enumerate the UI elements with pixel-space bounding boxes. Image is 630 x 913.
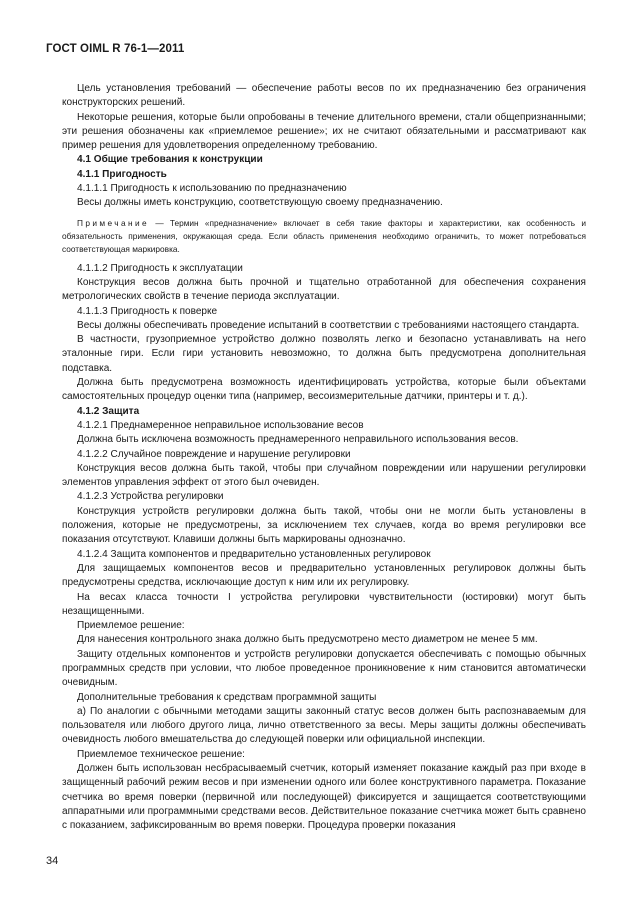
- clause-heading: 4.1.1.1 Пригодность к использованию по предназначению: [77, 183, 347, 195]
- page-number: 34: [46, 855, 59, 867]
- paragraph: На весах класса точности I устройства регулировки чувствительности (юстировки) могут быть незащищенными.: [62, 591, 586, 617]
- clause-heading: 4.1.2.3 Устройства регулировки: [77, 491, 224, 503]
- clause-heading: 4.1.2.1 Преднамеренное неправильное использование весов: [77, 419, 364, 431]
- paragraph: а) По аналогии с обычными методами защиты законный статус весов должен быть распознаваемым для пользователя или любого другого лица, лично ответственного за весы. Меры защиты должны обеспечивать очевидность любого вмешательства до следующей поверки или официальной инспекции.: [62, 705, 586, 746]
- note: [62, 217, 586, 256]
- page-content: [62, 82, 586, 834]
- paragraph: Цель установления требований — обеспечение работы весов по их предназначению без ограничения конструкторских решений.: [62, 83, 586, 109]
- paragraph: Конструкция весов должна быть прочной и тщательно отработанной для обеспечения сохранения метрологических свойств в течение периода эксплуатации.: [62, 276, 586, 303]
- paragraph: Должен быть использован несбрасываемый счетчик, который изменяет показание каждый раз при входе в защищенный рабочий режим весов и при изменении одного или более конструктивного параметра. Показание счетчика во время поверки (первичной или последующей) фиксируется и защищается соответствующими аппаратными или программными средствами весов. Действительное показание счетчика может быть сравнено с показанием, зафиксированным во время поверки. Процедура проверки показания: [62, 763, 586, 832]
- clause-heading: 4.1.2.4 Защита компонентов и предварительно установленных регулировок: [77, 548, 431, 560]
- paragraph: Для защищаемых компонентов весов и предварительно установленных регулировок должны быть предусмотрены средства, исключающие доступ к ним или их регулировку.: [62, 562, 586, 589]
- subsection-heading: 4.1.2 Защита: [77, 405, 140, 417]
- paragraph: Конструкция весов должна быть такой, чтобы при случайном повреждении или нарушении регулировки элементов управления эффект от этого был очевиден.: [62, 462, 586, 489]
- paragraph: Дополнительные требования к средствам программной защиты: [77, 691, 377, 703]
- paragraph: В частности, грузоприемное устройство должно позволять легко и безопасно устанавливать на него эталонные гири. Если гири установить невозможно, то должна быть предусмотрена дополнительная подставка.: [62, 334, 586, 374]
- section-heading: 4.1 Общие требования к конструкции: [77, 154, 263, 166]
- clause-heading: 4.1.1.3 Пригодность к поверке: [77, 305, 218, 317]
- paragraph: Для нанесения контрольного знака должно быть предусмотрено место диаметром не менее 5 мм.: [77, 634, 538, 646]
- paragraph: Приемлемое техническое решение:: [77, 748, 245, 760]
- paragraph: Некоторые решения, которые были опробованы в течение длительного времени, стали общепризнанными; эти решения обозначены как «приемлемое решение»; их не считают обязательными и рассматривают как пример решения для удовлетворения определенному требованию.: [62, 111, 586, 152]
- paragraph: Весы должны иметь конструкцию, соответствующую своему предназначению.: [77, 197, 443, 209]
- paragraph: Должна быть предусмотрена возможность идентифицировать устройства, которые были объектами самостоятельных процедур оценки типа (например, весоизмерительные датчики, принтеры и т. д.).: [62, 377, 586, 403]
- paragraph: Должна быть исключена возможность преднамеренного неправильного использования весов.: [77, 434, 519, 446]
- paragraph: Конструкция устройств регулировки должна быть такой, чтобы они не могли быть установлены в положения, которые не предусмотрены, за исключением тех случаев, когда во время регулировки все показания отсутствуют. Клавиши должны быть маркированы однозначно.: [62, 505, 586, 546]
- note-label: Примечание: [77, 217, 150, 228]
- subsection-heading: 4.1.1 Пригодность: [77, 168, 167, 180]
- paragraph: Защиту отдельных компонентов и устройств регулировки допускается обеспечивать с помощью обычных программных средств при условии, что любое проведенное проникновение к ним становится автоматически очевидным.: [62, 648, 586, 689]
- clause-heading: 4.1.1.2 Пригодность к эксплуатации: [77, 262, 243, 274]
- clause-heading: 4.1.2.2 Случайное повреждение и нарушение регулировки: [77, 448, 351, 460]
- paragraph: Приемлемое решение:: [77, 620, 185, 632]
- document-header: ГОСТ OIML R 76-1—2011: [46, 43, 185, 55]
- paragraph: Весы должны обеспечивать проведение испытаний в соответствии с требованиями настоящего стандарта.: [77, 319, 580, 331]
- note-text: — Термин «предназначение» включает в себя такие факторы и характеристики, как особенность и обязательность применения, окружающая среда. Если область применения необходимо ограничить, то может потребоваться соответствующая маркировка.: [62, 217, 586, 254]
